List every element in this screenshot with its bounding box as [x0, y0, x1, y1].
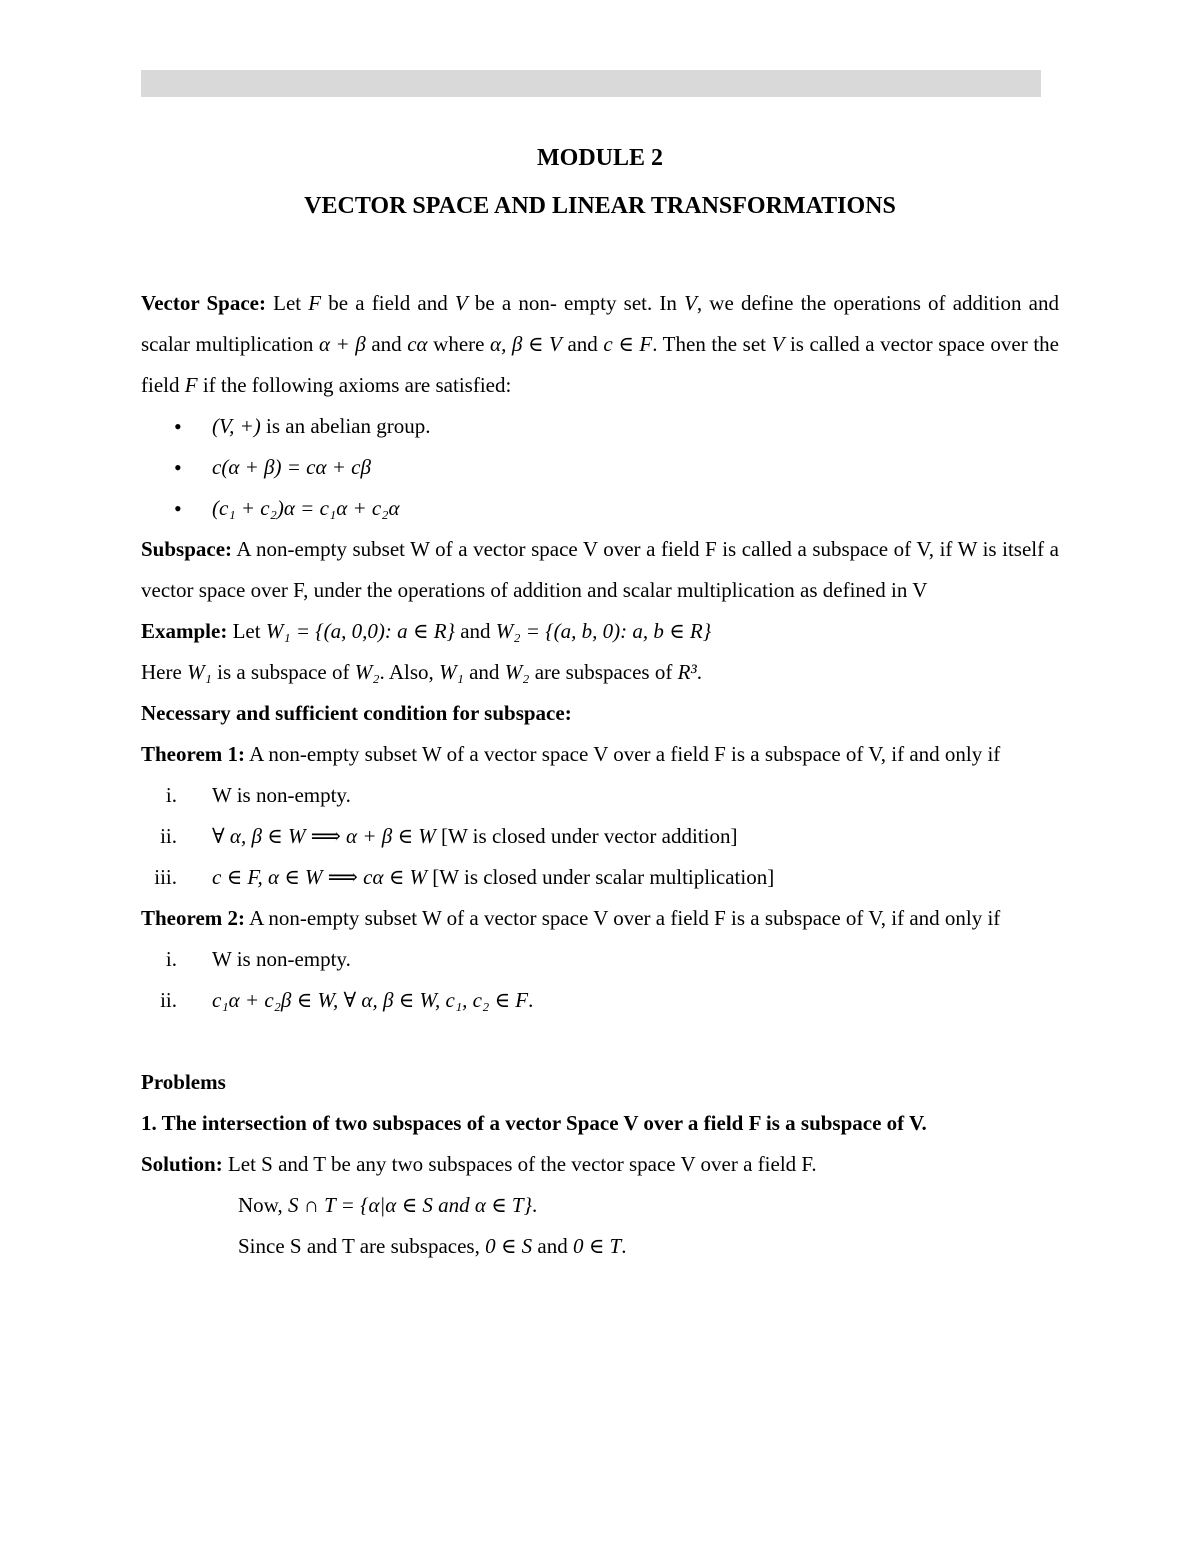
text: be a non- empty set. In [467, 291, 685, 315]
axiom-text: is an abelian group. [260, 414, 431, 438]
axiom-math: c(α + β) = cα + cβ [212, 455, 371, 479]
condition-heading-text: Necessary and sufficient condition for subspace: [141, 701, 572, 725]
text: be a field and [321, 291, 455, 315]
condition-math: ∀ α, β ∈ W ⟹ α + β ∈ W [212, 824, 436, 848]
text: if the following axioms are satisfied: [197, 373, 512, 397]
text: . [621, 1234, 627, 1258]
problems-heading [141, 1062, 1059, 1103]
condition-math: c ∈ F, α ∈ W ⟹ cα ∈ W [212, 865, 428, 889]
header-bar [141, 70, 1041, 97]
text: Here [141, 660, 188, 684]
math-V: V [684, 291, 697, 315]
math-F: F [184, 373, 198, 397]
condition-item [141, 857, 1059, 898]
math-W1-set: W₁ = {(a, 0,0): a ∈ R} [265, 619, 455, 643]
condition-heading [141, 693, 1059, 734]
text: where [427, 332, 491, 356]
math-W2: W₂ [354, 660, 380, 684]
math-W1: W₁ [187, 660, 212, 684]
theorem-2-conditions [141, 939, 1059, 1021]
theorem-1-text: A non-empty subset W of a vector space V over a field F is a subspace of V, if and only if [245, 742, 1001, 766]
module-subtitle: VECTOR SPACE AND LINEAR TRANSFORMATIONS [304, 193, 896, 219]
condition-text: W is non-empty. [212, 947, 351, 971]
example-line [141, 611, 1059, 652]
text: and [532, 1234, 573, 1258]
math-V: V [771, 332, 785, 356]
math-W2: W₂ [504, 660, 530, 684]
solution-line [141, 1144, 1059, 1185]
theorem-1-label: Theorem 1: [141, 742, 246, 766]
math-intersection: S ∩ T = {α|α ∈ S and α ∈ T} [287, 1193, 533, 1217]
spacer [141, 1021, 1059, 1062]
solution-step-now [141, 1185, 1059, 1226]
text: Since S and T are subspaces, [238, 1234, 486, 1258]
text: is called a vector space over the field [141, 332, 1059, 397]
example-label: Example: [141, 619, 228, 643]
text: . Then the set [652, 332, 772, 356]
text: Now, [238, 1193, 288, 1217]
condition-item [141, 816, 1059, 857]
vector-space-definition [141, 283, 1059, 406]
example-explanation [141, 652, 1059, 693]
math-V: V [454, 291, 468, 315]
text: is a subspace of [211, 660, 355, 684]
solution-step-since [141, 1226, 1059, 1267]
problem-1 [141, 1103, 1059, 1144]
theorem-2-label: Theorem 2: [141, 906, 246, 930]
condition-item [141, 939, 1059, 980]
problem-1-text: 1. The intersection of two subspaces of a vector Space V over a field F is a subspace of V. [141, 1111, 927, 1135]
solution-text: Let S and T be any two subspaces of the vector space V over a field F. [222, 1152, 817, 1176]
condition-text: . [528, 988, 534, 1012]
axiom-list [141, 406, 1059, 529]
text: Let [265, 291, 309, 315]
text: , we define the operations of addition and scalar multiplication [141, 291, 1060, 356]
text: . [532, 1193, 538, 1217]
condition-item [141, 775, 1059, 816]
math-alpha-beta-in-V: α, β ∈ V [490, 332, 562, 356]
math-W2-set: W₂ = {(a, b, 0): a, b ∈ R} [495, 619, 712, 643]
condition-item [141, 980, 1059, 1021]
axiom-item [141, 406, 1059, 447]
text: and [365, 332, 408, 356]
subspace-label: Subspace: [141, 537, 233, 561]
text: and [463, 660, 505, 684]
text: . [696, 660, 702, 684]
condition-text: W is non-empty. [212, 783, 351, 807]
module-title: MODULE 2 [537, 145, 663, 171]
condition-number: iii. [154, 865, 177, 889]
text: Let [227, 619, 266, 643]
theorem-2-text: A non-empty subset W of a vector space V over a field F is a subspace of V, if and only if [245, 906, 1001, 930]
condition-number: ii. [160, 988, 177, 1012]
math-F: F [308, 291, 322, 315]
theorem-2 [141, 898, 1059, 939]
theorem-1 [141, 734, 1059, 775]
axiom-math: (V, +) [212, 414, 261, 438]
problems-heading-text: Problems [141, 1070, 226, 1094]
math-R3: R³ [677, 660, 697, 684]
subspace-text: A non-empty subset W of a vector space V over a field F is called a subspace of V, if W is itself a vector space over F, under the operations of addition and scalar multiplication as defined in V [141, 537, 1059, 602]
math-zero-in-S: 0 ∈ S [485, 1234, 533, 1258]
condition-text: [W is closed under vector addition] [435, 824, 738, 848]
text: and [561, 332, 604, 356]
text: . Also, [379, 660, 440, 684]
condition-math: c₁α + c₂β ∈ W, ∀ α, β ∈ W, c₁, c₂ ∈ F [212, 988, 529, 1012]
math-alpha-plus-beta: α + β [318, 332, 366, 356]
solution-label: Solution: [141, 1152, 223, 1176]
condition-number: i. [165, 783, 177, 807]
subspace-definition [141, 529, 1059, 611]
vector-space-label: Vector Space: [141, 291, 266, 315]
math-c-in-F: c ∈ F [603, 332, 653, 356]
text: are subspaces of [529, 660, 678, 684]
math-W1: W₁ [439, 660, 464, 684]
condition-text: [W is closed under scalar multiplication] [427, 865, 775, 889]
text: and [454, 619, 496, 643]
axiom-math: (c₁ + c₂)α = c₁α + c₂α [212, 496, 400, 520]
theorem-1-conditions [141, 775, 1059, 898]
math-c-alpha: cα [407, 332, 428, 356]
axiom-item [141, 488, 1059, 529]
condition-number: ii. [160, 824, 177, 848]
condition-number: i. [165, 947, 177, 971]
document-body [141, 283, 1059, 1267]
math-zero-in-T: 0 ∈ T [572, 1234, 622, 1258]
axiom-item [141, 447, 1059, 488]
